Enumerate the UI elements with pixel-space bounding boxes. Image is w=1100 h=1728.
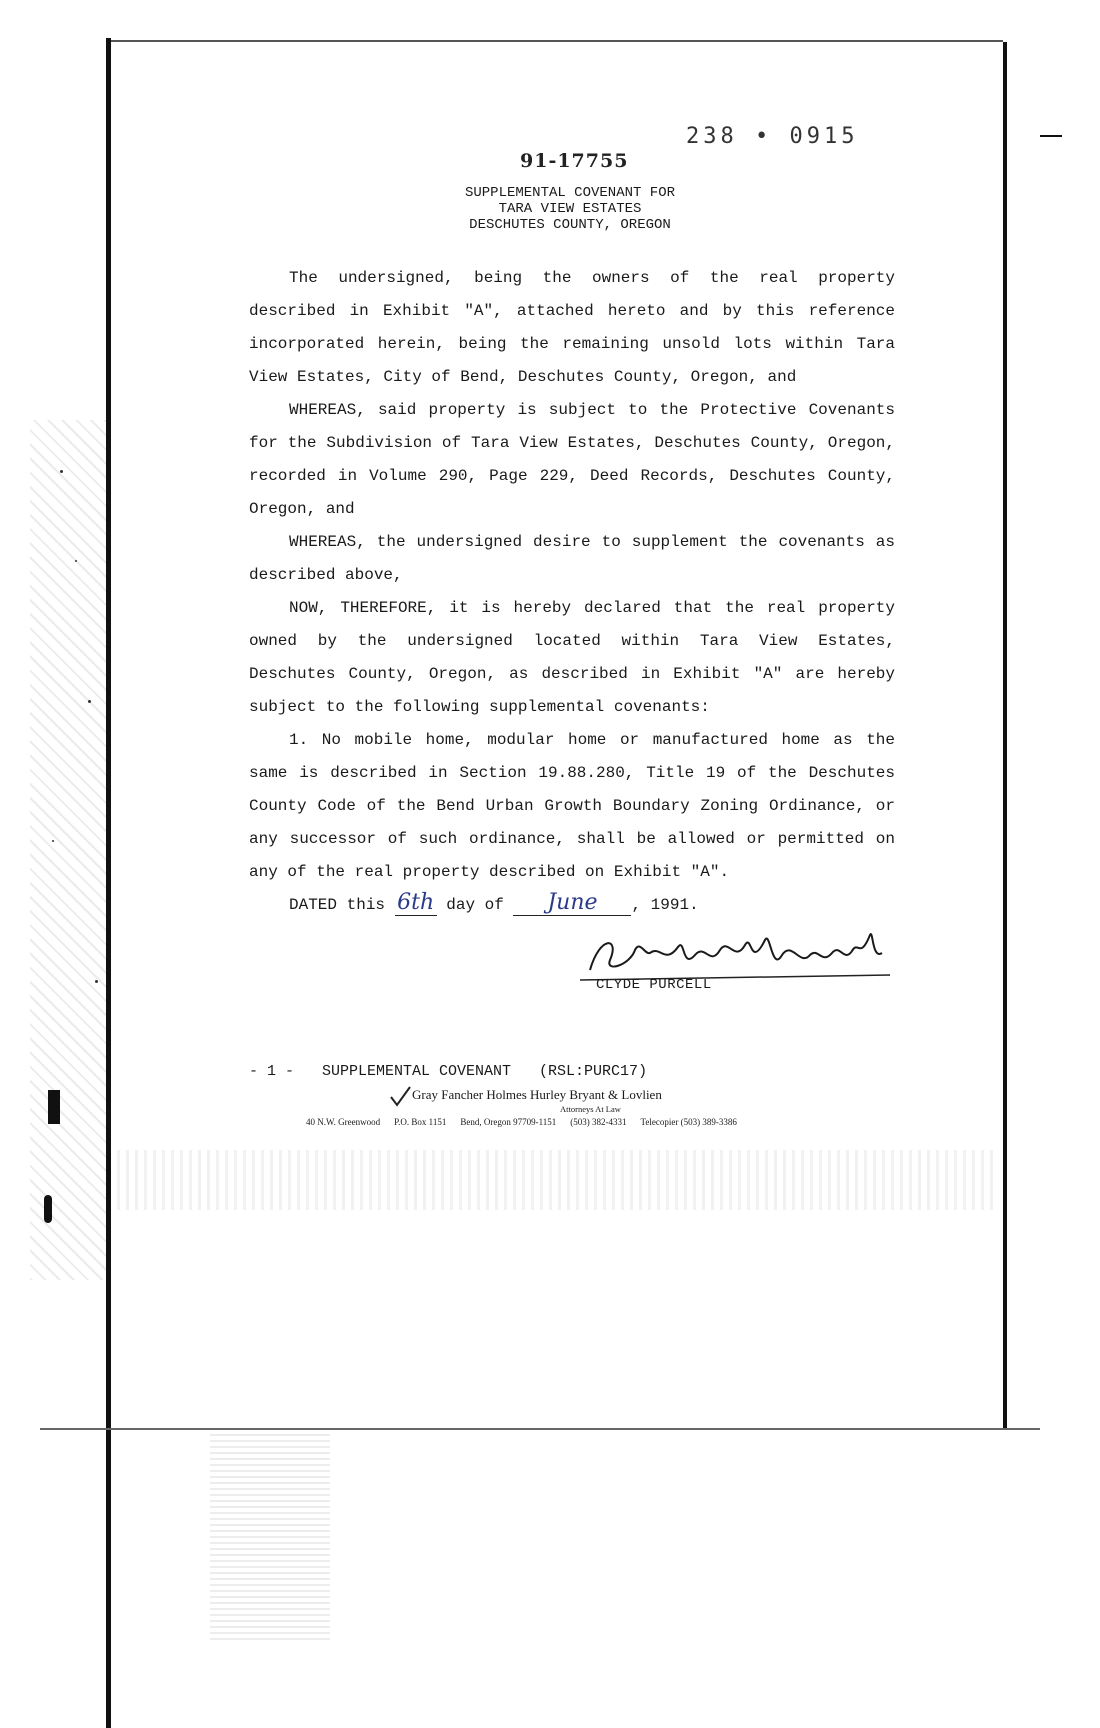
scan-noise-band <box>108 1150 998 1210</box>
scan-speckle <box>88 700 91 703</box>
covenant-body <box>249 262 895 889</box>
address-street: 40 N.W. Greenwood <box>306 1117 381 1127</box>
scan-speckle <box>60 470 63 473</box>
file-reference: (RSL:PURC17) <box>539 1063 648 1080</box>
scan-speckle <box>95 980 98 983</box>
paragraph <box>249 394 895 526</box>
fax-number: Telecopier (503) 389-3386 <box>640 1117 737 1127</box>
paragraph-text: The undersigned, being the owners of the real property described in Exhibit "A", attached hereto and by this reference incorporated herein, being the remaining unsold lots within Tara View Estates, City of Bend, Deschutes County, Oregon, and <box>249 269 895 386</box>
address-city: Bend, Oregon 97709-1151 <box>460 1117 557 1127</box>
page-number: - 1 - <box>249 1063 295 1080</box>
law-firm-name: Gray Fancher Holmes Hurley Bryant & Lovlien <box>412 1087 662 1102</box>
paragraph-text: WHEREAS, the undersigned desire to supplement the covenants as described above, <box>249 533 895 584</box>
month-field <box>513 890 631 916</box>
check-mark-icon <box>388 1085 412 1107</box>
dated-prefix: DATED this <box>289 896 386 914</box>
paragraph <box>249 724 895 889</box>
dated-line <box>289 890 699 916</box>
scan-border-bottom <box>40 1428 1040 1430</box>
dated-year: , 1991. <box>631 896 699 914</box>
law-firm-subtitle: Attorneys At Law <box>560 1104 621 1114</box>
day-field <box>395 890 437 916</box>
heading-line: TARA VIEW ESTATES <box>498 201 642 217</box>
scan-speckle <box>75 560 77 562</box>
paragraph-text: NOW, THEREFORE, it is hereby declared that the real property owned by the undersigned located within Tara View Estates, Deschutes County, Oregon, as described in Exhibit "A" are hereby subject to the following supplemental covenants: <box>249 599 895 716</box>
scan-border-top <box>110 40 1003 42</box>
scan-mark <box>1040 135 1062 137</box>
scan-mark <box>48 1090 60 1124</box>
law-firm-address <box>306 1117 751 1127</box>
handwritten-month: June <box>547 890 598 915</box>
signer-name: CLYDE PURCELL <box>596 977 712 993</box>
paragraph <box>249 592 895 724</box>
page-footer <box>249 1063 647 1080</box>
paragraph <box>249 262 895 394</box>
footer-doc-title: SUPPLEMENTAL COVENANT <box>322 1063 512 1080</box>
phone-number: (503) 382-4331 <box>570 1117 627 1127</box>
document-number: 91-17755 <box>520 150 629 172</box>
heading-line: DESCHUTES COUNTY, OREGON <box>469 217 671 233</box>
handwritten-day: 6th <box>397 890 435 915</box>
scan-speckle <box>52 840 54 842</box>
heading-line: SUPPLEMENTAL COVENANT FOR <box>464 185 676 201</box>
scan-tab-strip <box>210 1430 330 1640</box>
address-box: P.O. Box 1151 <box>394 1117 447 1127</box>
book-page-number: 238 • 0915 <box>686 124 859 149</box>
paragraph-text: 1. No mobile home, modular home or manufactured home as the same is described in Section 19.88.280, Title 19 of the Deschutes County Code of the Bend Urban Growth Boundary Zoning Ordinance, or any successor of such ordinance, shall be allowed or permitted on any of the real property described on Exhibit "A". <box>249 731 895 881</box>
dated-middle: day of <box>446 896 504 914</box>
scan-noise-left <box>30 420 110 1280</box>
scan-mark <box>44 1195 52 1223</box>
scan-border-right <box>1003 42 1007 1430</box>
paragraph-text: WHEREAS, said property is subject to the Protective Covenants for the Subdivision of Tara View Estates, Deschutes County, Oregon, recorded in Volume 290, Page 229, Deed Records, Deschutes County, Oregon, and <box>249 401 895 518</box>
paragraph <box>249 526 895 592</box>
document-heading <box>400 185 740 233</box>
